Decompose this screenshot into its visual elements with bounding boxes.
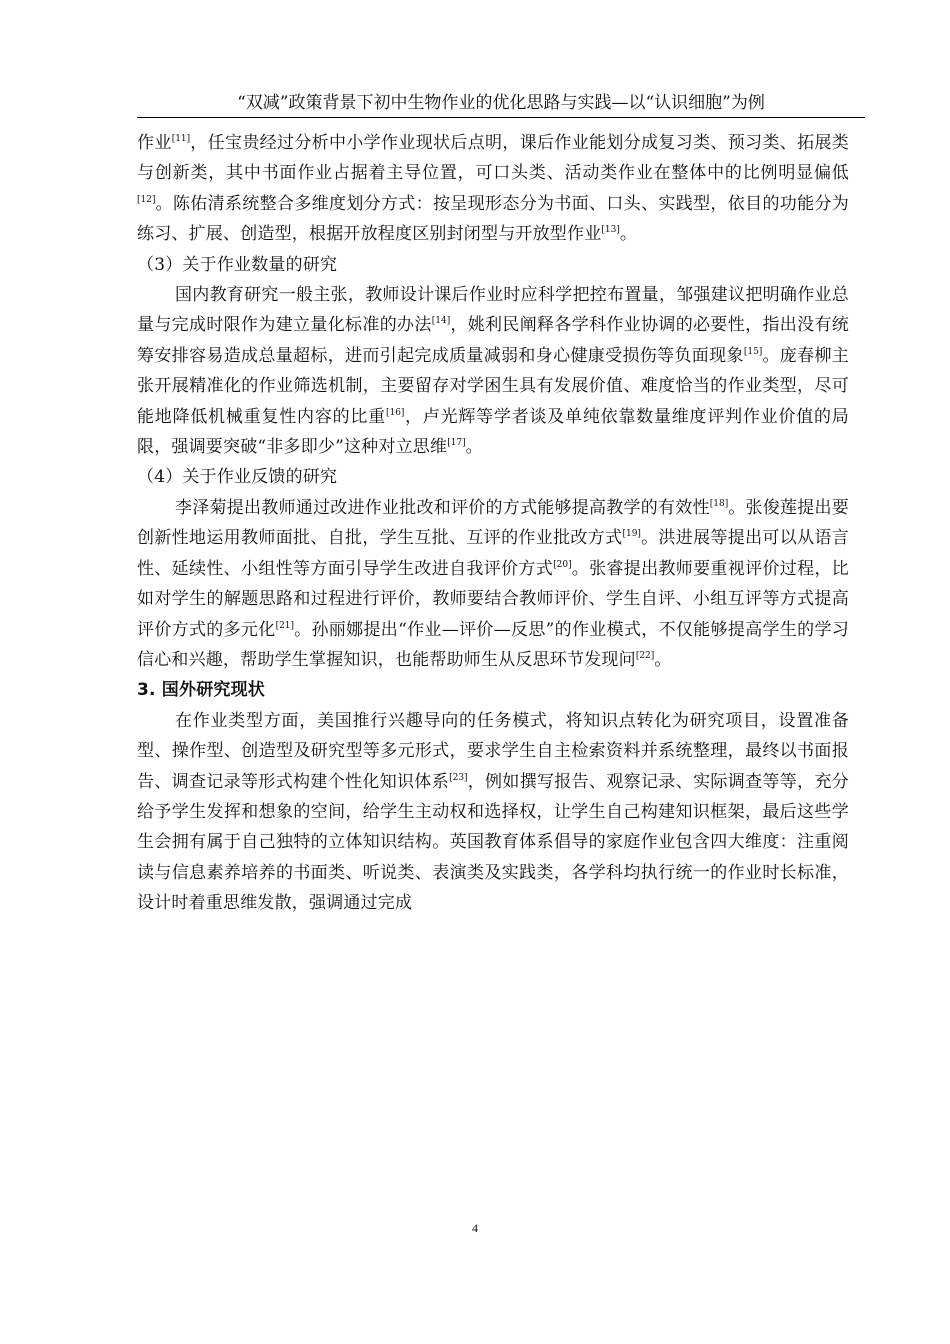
body-text [137, 128, 849, 919]
citation: [19] [622, 529, 641, 540]
citation: [16] [385, 407, 405, 418]
section-heading-foreign: 3. 国外研究现状 [137, 680, 266, 701]
paragraph-quantity: 国内教育研究一般主张，教师设计课后作业时应科学把控布置量，邹强建议把明确作业总量与完成时限作为建立量化标准的办法[14]，姚利民阐释各学科作业协调的必要性，指出没有统筹安排容易造成总量超标，进而引起完成质量减弱和身心健康受损伤等负面现象[15]。庞春柳主张开展精准化的作业筛选机制，主要留存对学困生具有发展价值、难度恰当的作业类型，尽可能地降低机械重复性内容的比重[16]，卢光辉等学者谈及单纯依靠数量维度评判作业价值的局限，强调要突破“非多即少”这种对立思维[17]。 [137, 285, 850, 458]
citation: [18] [709, 498, 729, 509]
header-rule [137, 117, 865, 118]
paragraph-foreign: 在作业类型方面，美国推行兴趣导向的任务模式，将知识点转化为研究项目，设置准备型、操作型、创造型及研究型等多元形式，要求学生自主检索资料并系统整理，最终以书面报告、调查记录等形式构建个性化知识体系[23]，例如撰写报告、观察记录、实际调查等等，充分给予学生发挥和想象的空间，给学生主动权和选择权，让学生自己构建知识框架，最后这些学生会拥有属于自己独特的立体知识结构。英国教育体系倡导的家庭作业包含四大维度：注重阅读与信息素养培养的书面类、听说类、表演类及实践类，各学科均执行统一的作业时长标准，设计时着重思维发散，强调通过完成 [137, 710, 849, 914]
paragraph-feedback: 李泽菊提出教师通过改进作业批改和评价的方式能够提高教学的有效性[18]。张俊莲提出要创新性地运用教师面批、自批，学生互批、互评的作业批改方式[19]。洪进展等提出可以从语言性、延续性、小组性等方面引导学生改进自我评价方式[20]。张睿提出教师要重视评价过程，比如对学生的解题思路和过程进行评价，教师要结合教师评价、学生自评、小组互评等方式提高评价方式的多元化[21]。孙丽娜提出“作业—评价—反思”的作业模式，不仅能够提高学生的学习信心和兴趣，帮助学生掌握知识，也能帮助师生从反思环节发现问[22]。 [137, 497, 850, 670]
citation: [14] [431, 316, 451, 327]
citation: [17] [447, 438, 466, 449]
subheading-feedback: （4）关于作业反馈的研究 [137, 467, 338, 488]
citation: [12] [137, 194, 156, 205]
citation: [15] [743, 346, 763, 357]
page-number: 4 [472, 1221, 478, 1235]
citation: [20] [553, 559, 572, 570]
citation: [22] [635, 650, 655, 661]
running-header: “双减”政策背景下初中生物作业的优化思路与实践—以“认识细胞”为例 [237, 93, 765, 113]
citation: [23] [449, 772, 468, 783]
citation: [11] [171, 134, 191, 144]
citation: [21] [275, 620, 295, 631]
paragraph-continued: 作业[11]，任宝贵经过分析中小学作业现状后点明，课后作业能划分成复习类、预习类、拓展类与创新类，其中书面作业占据着主导位置，可口头类、活动类作业在整体中的比例明显偏低[12]。陈佑清系统整合多维度划分方式：按呈现形态分为书面、口头、实践型，依目的功能分为练习、扩展、创造型，根据开放程度区别封闭型与开放型作业[13]。 [137, 133, 849, 245]
citation: [13] [601, 225, 620, 236]
subheading-quantity: （3）关于作业数量的研究 [137, 254, 338, 275]
